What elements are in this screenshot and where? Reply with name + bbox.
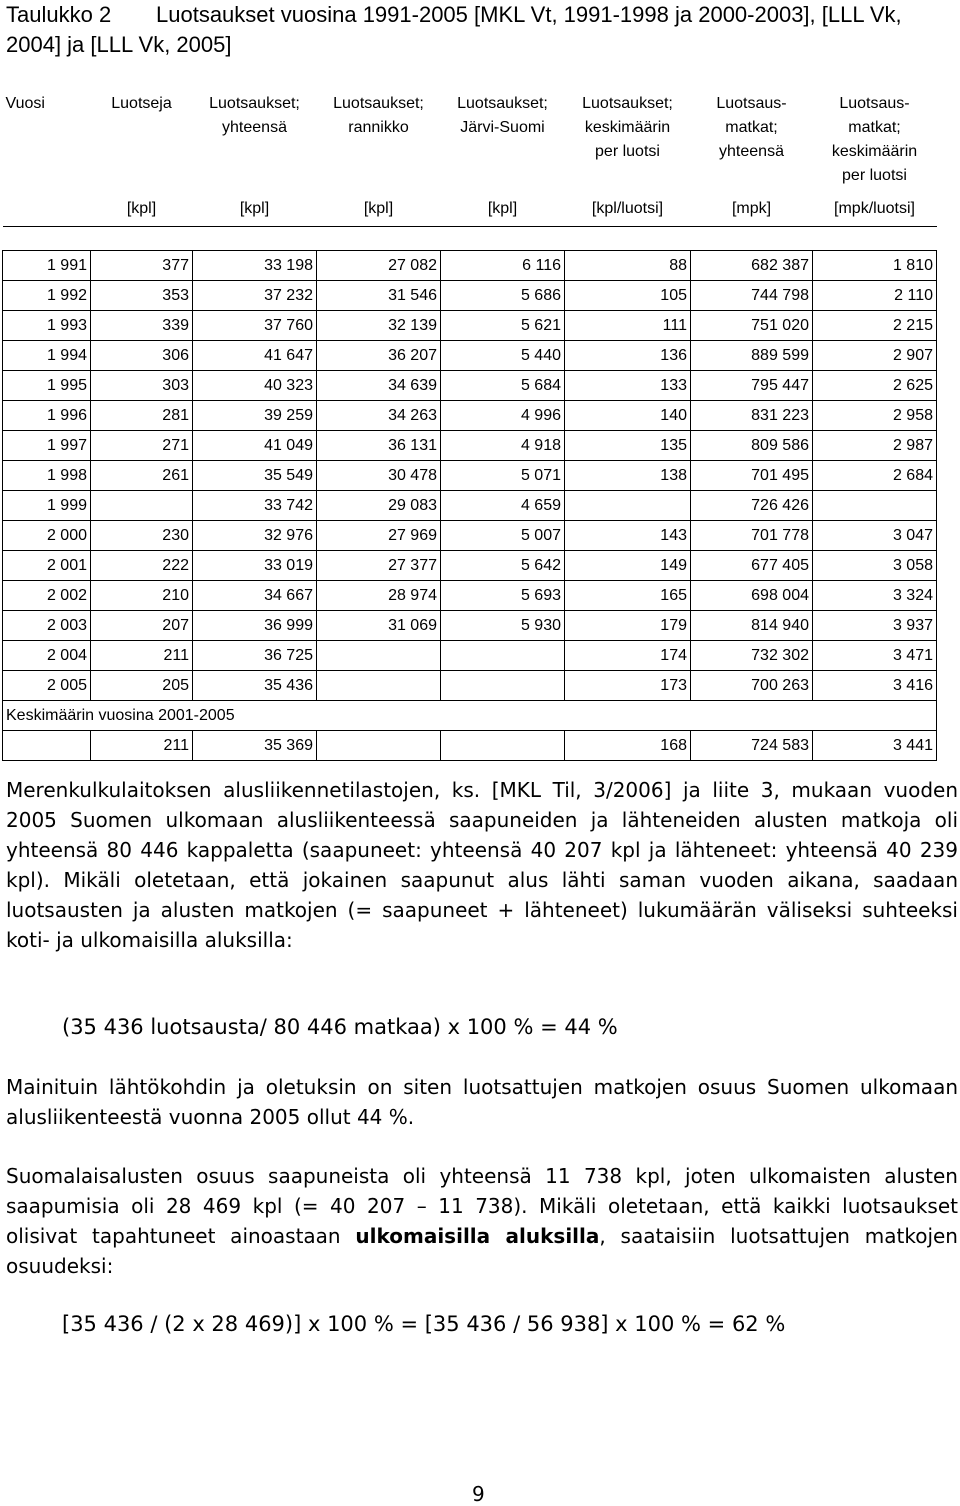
table-cell: 5 642 — [441, 550, 565, 580]
table-cell: 4 918 — [441, 430, 565, 460]
table-cell: 303 — [91, 370, 193, 400]
table-cell — [3, 730, 91, 760]
table-cell: 5 621 — [441, 310, 565, 340]
column-header-line: keskimäärin — [584, 119, 671, 136]
table-cell: 5 440 — [441, 340, 565, 370]
table-cell: 377 — [91, 250, 193, 280]
table-cell: 168 — [565, 730, 691, 760]
table-cell: 2 002 — [3, 580, 91, 610]
column-header-line: matkat; — [848, 119, 901, 136]
unit-label: [kpl] — [193, 196, 317, 226]
table-cell: 795 447 — [691, 370, 813, 400]
table-cell: 677 405 — [691, 550, 813, 580]
column-header-line: Luotsaukset; — [582, 95, 673, 112]
table-cell: 37 760 — [193, 310, 317, 340]
table-cell: 2 001 — [3, 550, 91, 580]
table-cell: 133 — [565, 370, 691, 400]
table-cell: 36 725 — [193, 640, 317, 670]
paragraph-3 — [6, 1161, 958, 1281]
table-cell: 27 082 — [317, 250, 441, 280]
page-number: 9 — [472, 1482, 485, 1506]
table-cell: 1 996 — [3, 400, 91, 430]
table-row — [3, 310, 937, 340]
table-cell: 173 — [565, 670, 691, 700]
column-header-line: matkat; — [725, 119, 778, 136]
table-cell: 271 — [91, 430, 193, 460]
table-cell: 1 995 — [3, 370, 91, 400]
table-cell: 814 940 — [691, 610, 813, 640]
table-cell: 32 139 — [317, 310, 441, 340]
column-header-line: keskimäärin — [831, 143, 918, 160]
column-header — [91, 88, 193, 196]
table-cell: 222 — [91, 550, 193, 580]
column-header-line: Vuosi — [5, 95, 45, 112]
table-row — [3, 430, 937, 460]
table-cell: 33 019 — [193, 550, 317, 580]
units-row — [3, 196, 937, 226]
table-cell: 3 324 — [813, 580, 937, 610]
table-cell: 306 — [91, 340, 193, 370]
table-cell: 29 083 — [317, 490, 441, 520]
spacer-row — [3, 226, 937, 250]
column-header-line: Järvi-Suomi — [460, 119, 545, 136]
table-row — [3, 280, 937, 310]
table-cell: 207 — [91, 610, 193, 640]
table-cell: 732 302 — [691, 640, 813, 670]
table-cell: 35 436 — [193, 670, 317, 700]
table-cell: 35 369 — [193, 730, 317, 760]
table-cell: 2 003 — [3, 610, 91, 640]
table-cell: 2 215 — [813, 310, 937, 340]
table-cell: 28 974 — [317, 580, 441, 610]
table-cell: 281 — [91, 400, 193, 430]
table-row — [3, 520, 937, 550]
table-cell: 3 058 — [813, 550, 937, 580]
table-cell — [91, 490, 193, 520]
table-cell: 39 259 — [193, 400, 317, 430]
table-cell: 31 546 — [317, 280, 441, 310]
formula-2: [35 436 / (2 x 28 469)] x 100 % = [35 436 / 56 938] x 100 % = 62 % — [62, 1312, 786, 1336]
table-cell: 37 232 — [193, 280, 317, 310]
table-cell: 726 426 — [691, 490, 813, 520]
table-cell: 700 263 — [691, 670, 813, 700]
paragraph-3-text-b: , saataisiin luotsattujen matkojen osuudeksi: — [6, 1224, 958, 1278]
column-header — [813, 88, 937, 196]
table-cell: 211 — [91, 640, 193, 670]
table-cell: 2 625 — [813, 370, 937, 400]
table-cell: 1 999 — [3, 490, 91, 520]
column-header-line: Luotsaus- — [716, 95, 787, 112]
table-cell: 5 007 — [441, 520, 565, 550]
caption-text: Luotsaukset vuosina 1991-2005 [MKL Vt, 1991-1998 ja 2000-2003], [LLL Vk, 2004] ja [LLL Vk, 2005] — [6, 2, 902, 57]
table-cell: 701 778 — [691, 520, 813, 550]
table-cell: 2 110 — [813, 280, 937, 310]
table-cell: 831 223 — [691, 400, 813, 430]
table-cell: 138 — [565, 460, 691, 490]
unit-label: [kpl/luotsi] — [565, 196, 691, 226]
table-cell: 701 495 — [691, 460, 813, 490]
table-cell — [441, 670, 565, 700]
column-header-line: per luotsi — [842, 167, 907, 184]
table-row — [3, 250, 937, 280]
table-row — [3, 490, 937, 520]
table-cell: 33 198 — [193, 250, 317, 280]
paragraph-3-text-a: Suomalaisalusten osuus saapuneista oli yhteensä 11 738 kpl, joten ulkomaisten alusten saapumisia oli 28 469 kpl (= 40 207 – 11 738). Mikäli oletetaan, että kaikki luotsaukset olisivat tapahtuneet ainoastaan — [6, 1164, 958, 1248]
table-cell: 261 — [91, 460, 193, 490]
table-cell: 2 907 — [813, 340, 937, 370]
table-cell: 34 667 — [193, 580, 317, 610]
table-cell: 5 071 — [441, 460, 565, 490]
table-cell: 40 323 — [193, 370, 317, 400]
paragraph-2: Mainituin lähtökohdin ja oletuksin on siten luotsattujen matkojen osuus Suomen ulkomaan alusliikenteestä vuonna 2005 ollut 44 %. — [6, 1075, 958, 1129]
table-cell: 27 377 — [317, 550, 441, 580]
table-cell: 136 — [565, 340, 691, 370]
table-row — [3, 340, 937, 370]
table-cell: 339 — [91, 310, 193, 340]
table-cell: 36 207 — [317, 340, 441, 370]
table-cell: 3 471 — [813, 640, 937, 670]
table-cell: 31 069 — [317, 610, 441, 640]
table-cell — [441, 730, 565, 760]
table-cell: 809 586 — [691, 430, 813, 460]
table-cell: 751 020 — [691, 310, 813, 340]
table-cell: 230 — [91, 520, 193, 550]
column-header — [441, 88, 565, 196]
table-cell: 889 599 — [691, 340, 813, 370]
table-cell: 30 478 — [317, 460, 441, 490]
table-caption — [6, 0, 946, 60]
table-cell: 1 810 — [813, 250, 937, 280]
table-cell: 5 686 — [441, 280, 565, 310]
table-cell: 5 693 — [441, 580, 565, 610]
table-cell: 135 — [565, 430, 691, 460]
table-cell: 3 047 — [813, 520, 937, 550]
table-cell: 179 — [565, 610, 691, 640]
table-cell: 2 004 — [3, 640, 91, 670]
table-cell: 34 263 — [317, 400, 441, 430]
column-header — [691, 88, 813, 196]
table-cell: 105 — [565, 280, 691, 310]
column-header-line: rannikko — [348, 119, 409, 136]
table-row — [3, 400, 937, 430]
table-cell: 143 — [565, 520, 691, 550]
column-header — [565, 88, 691, 196]
table-cell: 1 997 — [3, 430, 91, 460]
column-header — [317, 88, 441, 196]
table-cell: 6 116 — [441, 250, 565, 280]
table-cell: 1 994 — [3, 340, 91, 370]
table-row — [3, 610, 937, 640]
table-cell — [317, 640, 441, 670]
table-cell — [317, 670, 441, 700]
unit-label — [3, 196, 91, 226]
table-cell: 1 998 — [3, 460, 91, 490]
table-cell: 4 659 — [441, 490, 565, 520]
table-row — [3, 550, 937, 580]
caption-number: Taulukko 2 — [6, 2, 112, 27]
table-cell: 3 937 — [813, 610, 937, 640]
table-cell: 1 991 — [3, 250, 91, 280]
unit-label: [kpl] — [441, 196, 565, 226]
table-cell: 3 441 — [813, 730, 937, 760]
table-cell: 2 958 — [813, 400, 937, 430]
column-header-line: yhteensä — [222, 119, 287, 136]
table-cell: 36 999 — [193, 610, 317, 640]
column-header-line: Luotsaukset; — [209, 95, 300, 112]
table-cell: 2 005 — [3, 670, 91, 700]
table-cell: 2 987 — [813, 430, 937, 460]
table-cell: 41 647 — [193, 340, 317, 370]
table-cell — [813, 490, 937, 520]
table-cell: 36 131 — [317, 430, 441, 460]
table-cell: 111 — [565, 310, 691, 340]
table-cell: 174 — [565, 640, 691, 670]
table-cell: 32 976 — [193, 520, 317, 550]
table-cell: 35 549 — [193, 460, 317, 490]
table-cell: 5 684 — [441, 370, 565, 400]
table-cell: 41 049 — [193, 430, 317, 460]
paragraph-3-bold: ulkomaisilla aluksilla — [355, 1224, 600, 1248]
table-cell: 5 930 — [441, 610, 565, 640]
table-row — [3, 460, 937, 490]
column-header-line: Luotseja — [111, 95, 172, 112]
column-header — [3, 88, 91, 196]
table-cell — [317, 730, 441, 760]
unit-label: [kpl] — [317, 196, 441, 226]
unit-label: [mpk] — [691, 196, 813, 226]
table-cell: 34 639 — [317, 370, 441, 400]
table-cell: 1 992 — [3, 280, 91, 310]
table-cell: 1 993 — [3, 310, 91, 340]
table-row — [3, 640, 937, 670]
table-row — [3, 370, 937, 400]
paragraph-1: Merenkulkulaitoksen alusliikennetilastojen, ks. [MKL Til, 3/2006] ja liite 3, mukaan vuoden 2005 Suomen ulkomaan alusliikenteessä saapuneiden ja lähteneiden alusten matkoja oli yhteensä 80 446 kappaletta (saapuneet: yhteensä 40 207 kpl ja lähteneet: yhteensä 40 239 kpl). Mikäli oletetaan, että jokainen saapunut alus lähti saman vuoden aikana, saadaan luotsausten ja alusten matkojen (= saapuneet + lähteneet) lukumäärän väliseksi suhteeksi koti- ja ulkomaisilla aluksilla: — [6, 778, 958, 952]
average-label: Keskimäärin vuosina 2001-2005 — [3, 700, 937, 730]
table-cell — [441, 640, 565, 670]
table-cell: 210 — [91, 580, 193, 610]
column-header-line: Luotsaus- — [839, 95, 910, 112]
pilotage-table — [2, 88, 937, 761]
table-cell: 682 387 — [691, 250, 813, 280]
table-cell: 27 969 — [317, 520, 441, 550]
unit-label: [kpl] — [91, 196, 193, 226]
table-cell: 211 — [91, 730, 193, 760]
table-cell: 2 684 — [813, 460, 937, 490]
column-header-line: per luotsi — [595, 143, 660, 160]
formula-1: (35 436 luotsausta/ 80 446 matkaa) x 100 % = 44 % — [62, 1015, 618, 1039]
table-row — [3, 580, 937, 610]
table-cell: 140 — [565, 400, 691, 430]
table-cell: 33 742 — [193, 490, 317, 520]
column-header-line: yhteensä — [719, 143, 784, 160]
table-cell: 2 000 — [3, 520, 91, 550]
column-header-line: Luotsaukset; — [333, 95, 424, 112]
table-cell: 149 — [565, 550, 691, 580]
table-cell — [565, 490, 691, 520]
average-row — [3, 730, 937, 760]
table-cell: 205 — [91, 670, 193, 700]
table-cell: 88 — [565, 250, 691, 280]
average-label-row — [3, 700, 937, 730]
column-header — [193, 88, 317, 196]
table-cell: 698 004 — [691, 580, 813, 610]
column-header-line: Luotsaukset; — [457, 95, 548, 112]
unit-label: [mpk/luotsi] — [813, 196, 937, 226]
table-row — [3, 670, 937, 700]
table-cell: 4 996 — [441, 400, 565, 430]
table-cell: 353 — [91, 280, 193, 310]
table-cell: 724 583 — [691, 730, 813, 760]
table-cell: 744 798 — [691, 280, 813, 310]
table-cell: 165 — [565, 580, 691, 610]
table-cell: 3 416 — [813, 670, 937, 700]
header-row — [3, 88, 937, 196]
